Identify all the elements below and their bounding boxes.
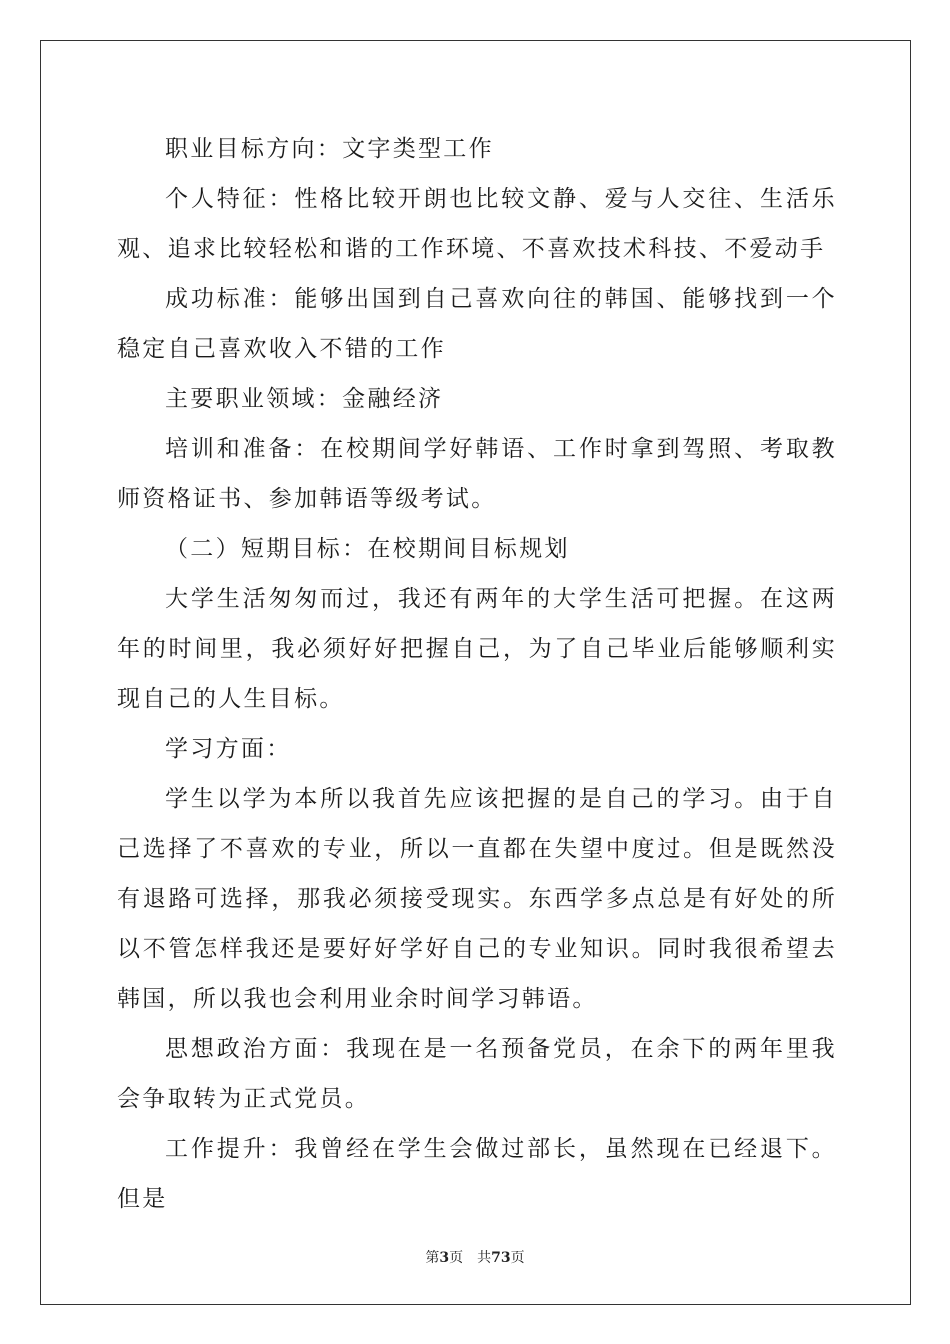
paragraph-training: 培训和准备：在校期间学好韩语、工作时拿到驾照、考取教师资格证书、参加韩语等级考试。 [117, 436, 837, 512]
section-heading-short-term-goals: （二）短期目标：在校期间目标规划 [165, 536, 570, 562]
page-footer [0, 1247, 950, 1267]
paragraph-political: 思想政治方面：我现在是一名预备党员，在余下的两年里我会争取转为正式党员。 [117, 1036, 837, 1112]
paragraph-career-direction: 职业目标方向：文字类型工作 [165, 136, 494, 162]
paragraph-study-plan: 学生以学为本所以我首先应该把握的是自己的学习。由于自己选择了不喜欢的专业，所以一直都在失望中度过。但是既然没有退路可选择，那我必须接受现实。东西学多点总是有好处的所以不管怎样我还是要好好学好自己的专业知识。同时我很希望去韩国，所以我也会利用业余时间学习韩语。 [117, 786, 837, 1012]
paragraph-work-improvement: 工作提升：我曾经在学生会做过部长，虽然现在已经退下。但是 [117, 1136, 837, 1212]
footer-total-suffix: 页 [510, 1250, 525, 1266]
footer-page-prefix: 第 [425, 1250, 440, 1266]
paragraph-career-field: 主要职业领域：金融经济 [165, 386, 444, 412]
paragraph-success-criteria: 成功标准：能够出国到自己喜欢向往的韩国、能够找到一个稳定自己喜欢收入不错的工作 [117, 286, 837, 362]
footer-total-number: 73 [491, 1250, 511, 1266]
footer-page-suffix: 页 [449, 1250, 464, 1266]
footer-total-prefix: 共 [477, 1250, 492, 1266]
paragraph-personal-traits: 个人特征：性格比较开朗也比较文静、爱与人交往、生活乐观、追求比较轻松和谐的工作环境、不喜欢技术科技、不爱动手 [117, 186, 837, 262]
footer-page-number: 3 [439, 1250, 450, 1266]
document-body [117, 124, 837, 1224]
subheading-study: 学习方面： [165, 736, 292, 762]
paragraph-college-life: 大学生活匆匆而过，我还有两年的大学生活可把握。在这两年的时间里，我必须好好把握自己，为了自己毕业后能够顺利实现自己的人生目标。 [117, 586, 837, 712]
